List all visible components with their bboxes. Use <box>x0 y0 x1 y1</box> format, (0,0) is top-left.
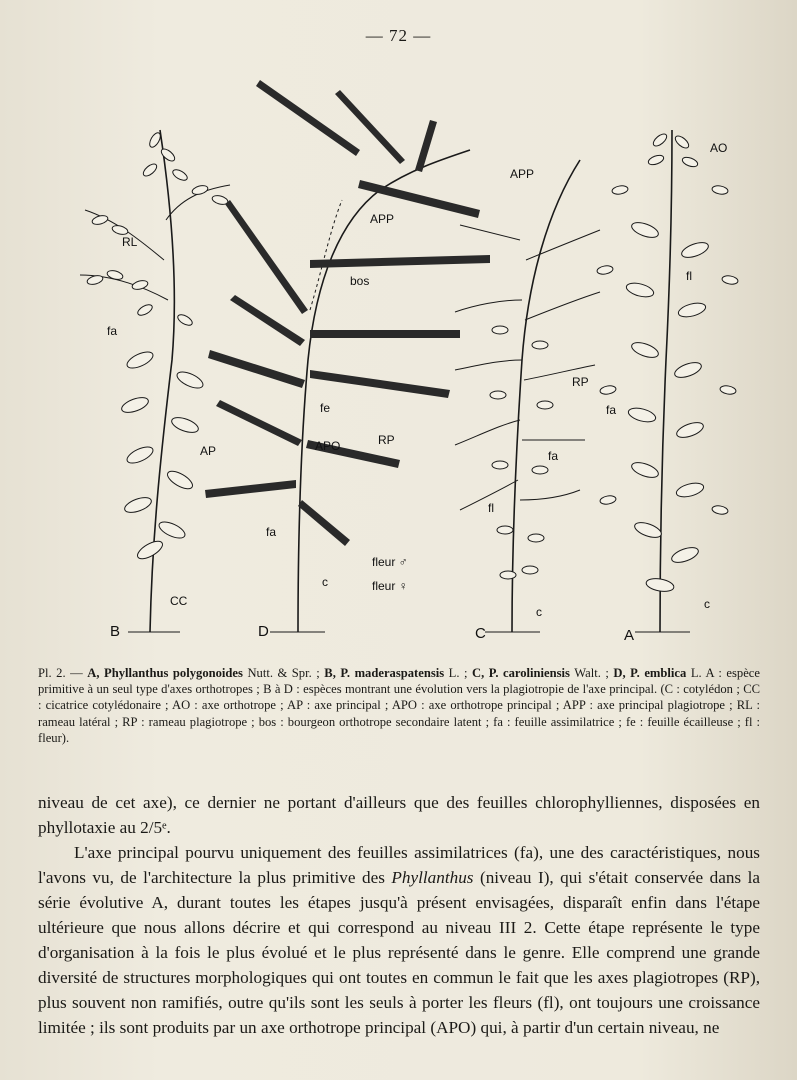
label-bos: bos <box>350 274 370 288</box>
label-c-a: c <box>704 597 710 611</box>
caption-species-d: D, P. emblica <box>613 666 687 680</box>
figure-caption <box>38 665 760 746</box>
plate-drawing <box>60 60 780 660</box>
label-fleur-female: fleur ♀ <box>372 579 408 593</box>
plant-c <box>455 160 600 642</box>
label-fe: fe <box>320 401 331 415</box>
label-rp-c: RP <box>572 375 589 389</box>
genus-name: Phyllanthus <box>391 868 474 887</box>
body-text <box>38 790 760 1040</box>
label-fleur-male: fleur ♂ <box>372 555 408 569</box>
paragraph-2-end: (niveau I), qui s'était conservée dans la série évolutive A, durant toutes les étapes jusqu'à présent envisagées, disparaît enfin dans l'étape ultérieure que nous allons décrire et qui correspond au niveau III 2. Cette étape représente le type d'organisation à la fois le plus évolué et le plus représenté dans le genre. Elle comprend une grande diversité de structures morphologiques qui ont toutes en commun le fait que les axes plagiotropes (RP), plus souvent non ramifiés, outre qu'ils sont les seuls à porter les fleurs (fl), ont toujours une croissance limitée ; ils sont produits par un axe orthotrope principal (APO) qui, à partir d'un certain niveau, ne <box>38 868 760 1037</box>
caption-species-c: C, P. caroliniensis <box>472 666 570 680</box>
caption-lead: Pl. 2. — <box>38 666 88 680</box>
page-number: — 72 — <box>365 26 432 45</box>
label-fl-a: fl <box>686 269 692 283</box>
caption-author-a: Nutt. & Spr. ; <box>242 666 325 680</box>
label-ao: AO <box>710 141 728 155</box>
plant-d <box>205 80 490 640</box>
label-fa-a: fa <box>606 403 617 417</box>
label-apo: APO <box>315 439 341 453</box>
plant-label-d: D <box>258 623 269 640</box>
paragraph-2 <box>38 840 760 1040</box>
plant-b <box>80 130 230 640</box>
label-fa-c: fa <box>548 449 559 463</box>
botanical-plate <box>60 60 780 660</box>
caption-species-a: A, Phyllanthus polygonoides <box>87 666 243 680</box>
plant-label-b: B <box>110 623 121 640</box>
label-c-c: c <box>536 605 542 619</box>
paragraph-2-start: L'axe principal pourvu uniquement des feuilles assimilatrices (fa), une des caractéristiques, nous l'avons vu, de l'architecture la plus primitive des <box>38 843 760 887</box>
plant-label-a: A <box>624 627 635 644</box>
plant-label-c: C <box>475 625 486 642</box>
label-cc: CC <box>170 594 188 608</box>
label-c-d: c <box>322 575 328 589</box>
label-app-c: APP <box>510 167 535 181</box>
label-app-d: APP <box>370 212 395 226</box>
label-fl-c: fl <box>488 501 494 515</box>
caption-author-b: L. ; <box>444 666 473 680</box>
label-rp-d: RP <box>378 433 395 447</box>
plant-a <box>596 130 738 644</box>
caption-author-c: Walt. ; <box>569 666 614 680</box>
label-ap: AP <box>200 444 217 458</box>
caption-body: L. A : espèce primitive à un seul type d'axes orthotropes ; B à D : espèces montrant une évolution vers la plagiotropie de l'axe principal. (C : cotylédon ; CC : cicatrice cotylédonaire ; AO : axe orthotrope ; AP : axe principal ; APO : axe orthotrope principal ; APP : axe principal plagiotrope ; RL : rameau latéral ; RP : rameau plagiotrope ; bos : bourgeon orthotrope secondaire latent ; fa : feuille assimilatrice ; fe : feuille écailleuse ; fl : fleur). <box>38 666 760 745</box>
paragraph-1: niveau de cet axe), ce dernier ne portant d'ailleurs que des feuilles chlorophylliennes, disposées en phyllotaxie au 2/5ᵉ. <box>38 793 760 837</box>
label-rl: RL <box>122 235 138 249</box>
label-fa-d: fa <box>266 525 277 539</box>
label-fa-b: fa <box>107 324 118 338</box>
caption-species-b: B, P. maderaspatensis <box>324 666 445 680</box>
